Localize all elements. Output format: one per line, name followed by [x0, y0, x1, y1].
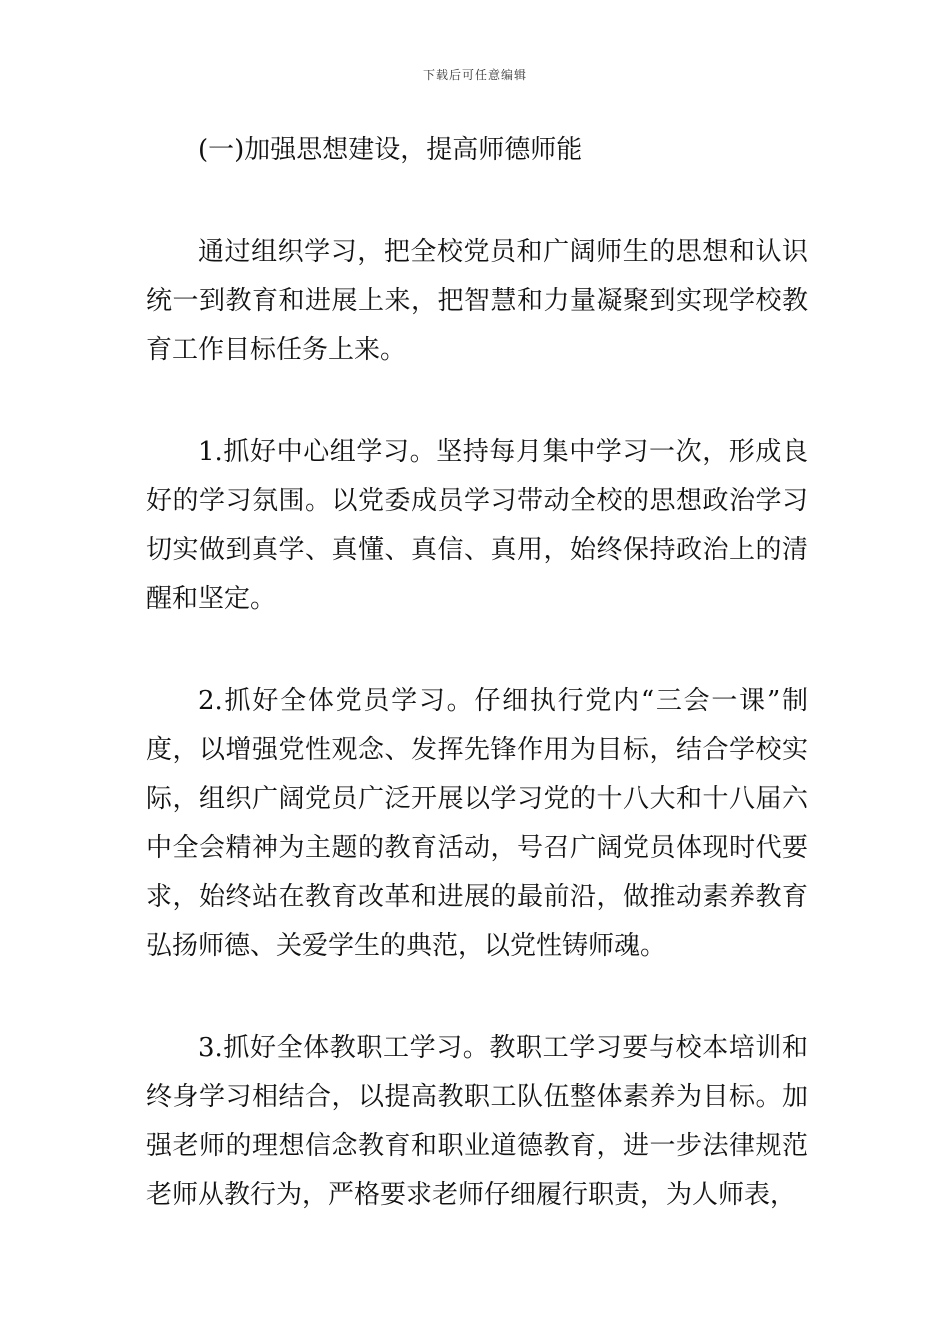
paragraph-item-1: 1.抓好中心组学习。坚持每月集中学习一次，形成良好的学习氛围。以党委成员学习带动全校的思想政治学习切实做到真学、真懂、真信、真用，始终保持政治上的清醒和坚定。 — [146, 437, 808, 614]
paragraph-intro: 通过组织学习，把全校党员和广阔师生的思想和认识统一到教育和进展上来，把智慧和力量凝聚到实现学校教育工作目标任务上来。 — [146, 237, 808, 365]
document-body — [146, 126, 808, 1220]
section-heading: (一)加强思想建设，提高师德师能 — [198, 135, 583, 165]
paragraph-item-3: 3.抓好全体教职工学习。教职工学习要与校本培训和终身学习相结合，以提高教职工队伍整体素养为目标。加强老师的理想信念教育和职业道德教育，进一步法律规范老师从教行为，严格要求老师仔细履行职责，为人师表， — [146, 1033, 808, 1210]
paragraph-item-2: 2.抓好全体党员学习。仔细执行党内“三会一课”制度，以增强党性观念、发挥先锋作用为目标，结合学校实际，组织广阔党员广泛开展以学习党的十八大和十八届六中全会精神为主题的教育活动，号召广阔党员体现时代要求，始终站在教育改革和进展的最前沿，做推动素养教育弘扬师德、关爱学生的典范，以党性铸师魂。 — [146, 686, 808, 961]
header-note: 下载后可任意编辑 — [422, 68, 527, 82]
